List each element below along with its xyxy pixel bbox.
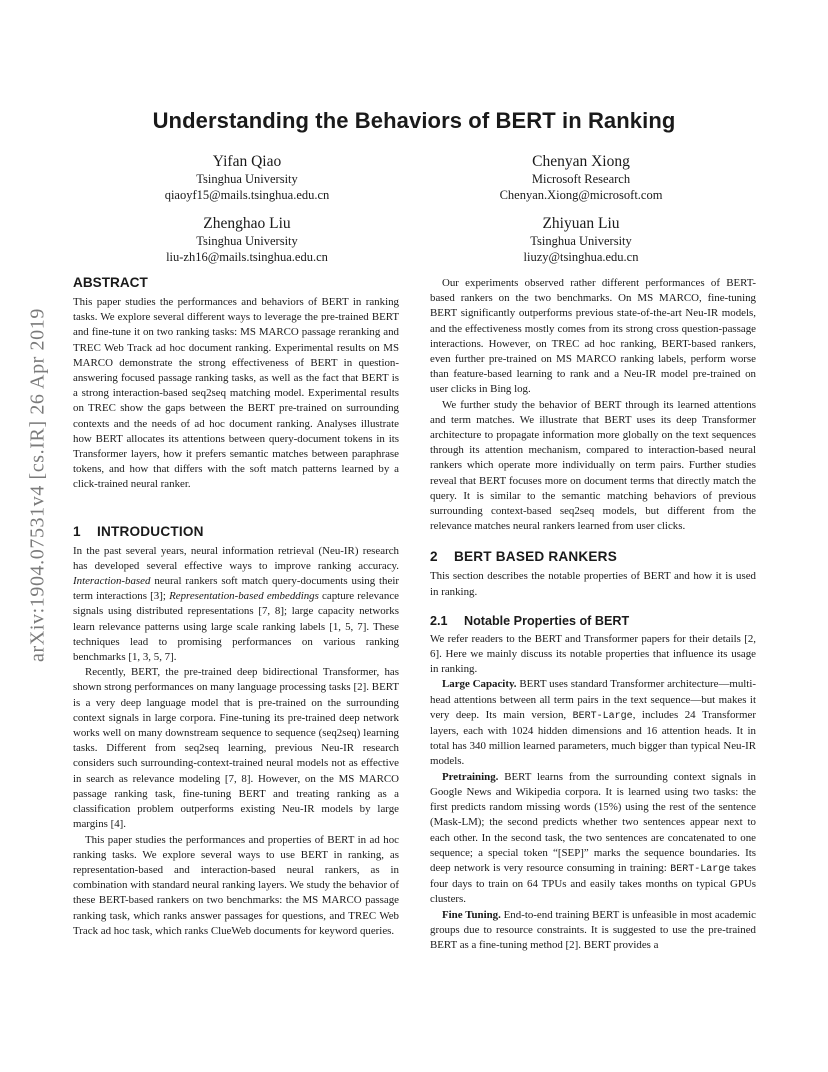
author-block xyxy=(431,214,731,265)
paragraph: This section describes the notable properties of BERT and how it is used in ranking. xyxy=(430,570,756,598)
paragraph: Recently, BERT, the pre-trained deep bidirectional Transformer, has shown strong performances on many language processing tasks [2]. BERT is a very deep language model that is pre-trained on the surrounding context signals in large corpora. Fine-tuning its pre-trained deep network works well on many downstream sequence to sequence (seq2seq) learning tasks. Different from seq2seq learning, previous Neu-IR research considers such surrounding-context-trained neural models not as effective in search as relevance modeling [7, 8]. However, on the MS MARCO passage ranking task, fine-tuning BERT and treating ranking as a classification problem outperforms existing Neu-IR models by large margins [4]. xyxy=(73,666,399,831)
author-email[interactable]: Chenyan.Xiong@microsoft.com xyxy=(499,188,663,202)
paragraph: We refer readers to the BERT and Transformer papers for their details [2, 6]. Here we mainly discuss its notable properties that influence its usage in ranking. xyxy=(430,632,756,676)
author-name: Chenyan Xiong xyxy=(532,153,630,170)
left-column xyxy=(73,274,399,939)
paragraph: In the past several years, neural information retrieval (Neu-IR) research has developed several effective ways to improve ranking accuracy. Interaction-based neural rankers soft match query-documents using their term interactions [3]; Representation-based embeddings capture relevance signals using distributed representations [7, 8]; large capacity networks learn relevance patterns using large scale ranking labels [1, 5, 7]. These techniques lead to promising performances on various ranking benchmarks [1, 3, 5, 7]. xyxy=(73,544,400,664)
abstract-text: This paper studies the performances and behaviors of BERT in ranking tasks. We explore several different ways to leverage the pre-trained BERT and fine-tune it on two ranking tasks: MS MARCO passage reranking and TREC Web Track ad hoc document ranking. Experimental results on MS MARCO demonstrate the strong effectiveness of BERT in question-answering focused passage ranking tasks, as well as the fact that BERT is a strong interaction-based seq2seq matching model. Experimental results on TREC show the gaps between the BERT pre-trained on surrounding contexts and the needs of ad hoc document ranking. Analyses illustrate how BERT allocates its attentions between query-document tokens in its Transformer layers, how it prefers semantic matches between paraphrase tokens, and how that differs with the soft match patterns learned by a click-trained neural ranker. xyxy=(73,296,399,491)
run-in-heading: Fine Tuning. xyxy=(442,908,501,921)
author-block xyxy=(97,152,397,203)
paragraph: This paper studies the performances and properties of BERT in ad hoc ranking tasks. We explore several ways to use BERT in ranking, as representation-based and interaction-based neural rankers, as in combination with standard neural ranking layers. We study the behavior of these BERT-based rankers on two benchmarks: the MS MARCO passage ranking task, which ranks answer passages for questions, and TREC Web Track ad hoc task, which ranks ClueWeb documents for keyword queries. xyxy=(73,833,399,937)
section-title: BERT BASED RANKERS xyxy=(454,549,617,565)
author-name: Zhenghao Liu xyxy=(203,215,291,232)
author-name: Yifan Qiao xyxy=(212,153,282,170)
inline-code: BERT-Large xyxy=(670,863,731,875)
paragraph: Large Capacity. BERT uses standard Transformer architecture—multi-head attentions between all term pairs in the text sequence—but makes it very deep. Its main version, BERT-Large, includes 24 Transformer layers, each with 1024 hidden dimensions and 16 attention heads. It in total has 340 million learned parameters, much bigger than typical Neu-IR models. xyxy=(430,678,756,768)
section-heading-bert-based-rankers xyxy=(430,548,756,566)
section-heading-introduction xyxy=(73,523,399,541)
author-block xyxy=(431,152,731,203)
subsection-heading xyxy=(430,613,756,630)
author-affiliation: Tsinghua University xyxy=(196,234,298,248)
paper-title: Understanding the Behaviors of BERT in Ranking xyxy=(152,108,676,133)
abstract-heading: ABSTRACT xyxy=(73,275,148,290)
author-affiliation: Microsoft Research xyxy=(531,172,631,186)
inline-code: BERT-Large xyxy=(572,710,633,722)
author-email[interactable]: liuzy@tsinghua.edu.cn xyxy=(523,250,639,264)
subsection-number: 2.1 xyxy=(430,613,448,628)
run-in-heading: Pretraining. xyxy=(442,770,499,783)
paragraph: Our experiments observed rather different performances of BERT-based rankers on the two benchmarks. On MS MARCO, fine-tuning BERT significantly outperforms previous state-of-the-art Neu-IR models, and the effectiveness mostly comes from its strong cross question-passage interactions. However, on TREC ad hoc ranking, BERT-based rankers, even further pre-trained on MS MARCO ranking labels, perform worse than feature-based learning to rank and a Neu-IR model pre-trained on user clicks in Bing log. xyxy=(430,277,756,396)
author-block xyxy=(97,214,397,265)
author-affiliation: Tsinghua University xyxy=(530,234,632,248)
paragraph: We further study the behavior of BERT through its learned attentions and term matches. We illustrate that BERT uses its deep Transformer architecture to propagate information more globally on the text sequences through its attention mechanism, compared to interaction-based neural rankers which operate more individually on term pairs. Further studies reveal that BERT focuses more on document terms that directly match the query. It is similar to the semantic matching behaviors of previous surrounding context-based seq2seq models, but different from the relevance matches neural rankers learned from user clicks. xyxy=(430,398,756,533)
arxiv-stamp[interactable] xyxy=(22,295,54,675)
paragraph: Fine Tuning. End-to-end training BERT is unfeasible in most academic groups due to resource constraints. It is suggested to use the pre-trained BERT as a fine-tuning method [2]. BERT provides a xyxy=(430,908,756,951)
author-email[interactable]: liu-zh16@mails.tsinghua.edu.cn xyxy=(166,250,328,264)
subsection-title: Notable Properties of BERT xyxy=(464,613,630,628)
right-column xyxy=(430,276,756,953)
section-title: INTRODUCTION xyxy=(97,523,204,539)
emphasis: Representation-based embeddings xyxy=(169,590,319,603)
paragraph: Pretraining. BERT learns from the surrounding context signals in Google News and Wikipedia corpora. It is learned using two tasks: the first predicts random missing words (15%) using the rest of the sentence (Mask-LM); the second predicts whether two sentences appear next to each other. In the second task, the two sentences are concatenated to one sequence; a special token “[SEP]” marks the sequence boundaries. Its deep network is very resource consuming in training: BERT-Large takes four days to train on 64 TPUs and easily takes months on typical GPUs clusters. xyxy=(430,770,756,906)
section-number: 2 xyxy=(430,549,438,565)
arxiv-stamp-text: arXiv:1904.07531v4 [cs.IR] 26 Apr 2019 xyxy=(26,308,49,662)
author-name: Zhiyuan Liu xyxy=(542,215,620,232)
author-affiliation: Tsinghua University xyxy=(196,172,298,186)
run-in-heading: Large Capacity. xyxy=(442,678,517,691)
section-number: 1 xyxy=(73,523,81,539)
author-email[interactable]: qiaoyf15@mails.tsinghua.edu.cn xyxy=(164,188,330,202)
emphasis: Interaction-based xyxy=(73,575,151,588)
